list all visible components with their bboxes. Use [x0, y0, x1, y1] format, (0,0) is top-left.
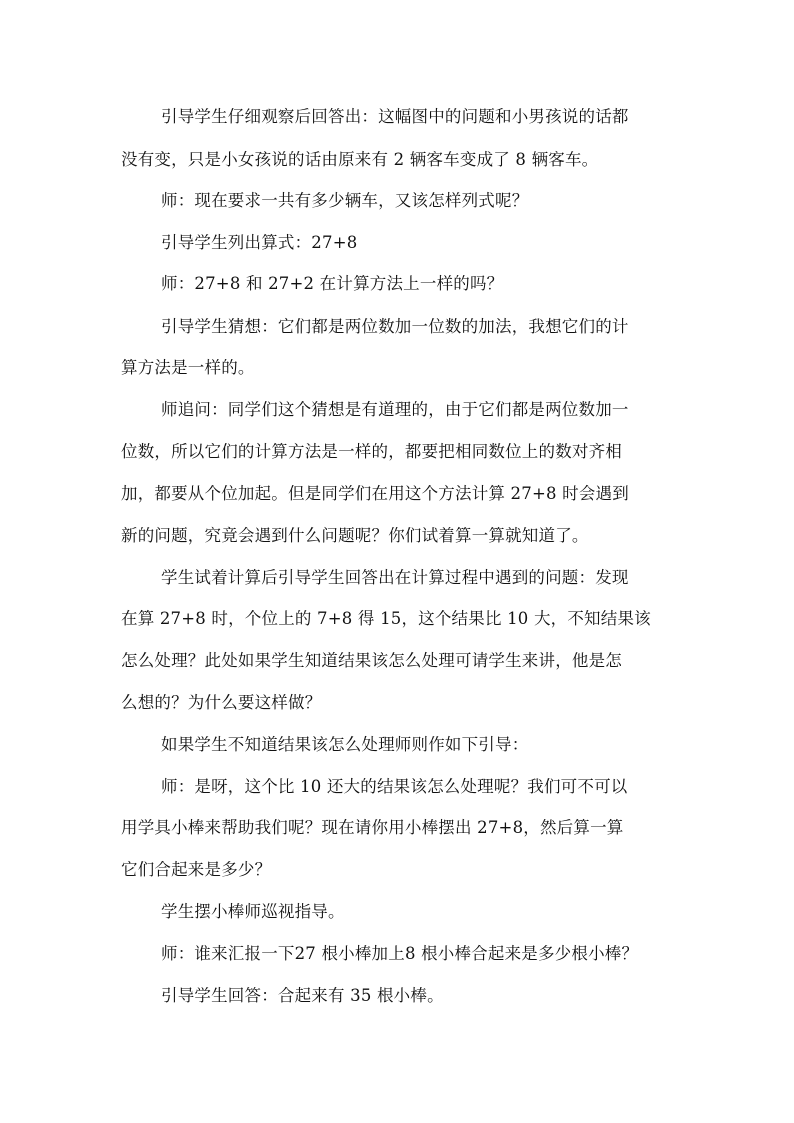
paragraph-line: 师：现在要求一共有多少辆车，又该怎样列式呢？	[161, 191, 529, 210]
paragraph-line: 它们合起来是多少？	[121, 860, 272, 879]
paragraph-line: 学生摆小棒师巡视指导。	[161, 902, 345, 921]
paragraph-line: 师：27+8 和 27+2 在计算方法上一样的吗？	[161, 274, 504, 293]
paragraph-line: 师：谁来汇报一下27 根小棒加上8 根小棒合起来是多少根小棒？	[161, 944, 639, 963]
paragraph-line: 加，都要从个位加起。但是同学们在用这个方法计算 27+8 时会遇到	[121, 484, 629, 503]
paragraph-line: 引导学生猜想：它们都是两位数加一位数的加法，我想它们的计	[161, 317, 629, 336]
paragraph-line: 用学具小棒来帮助我们呢？现在请你用小棒摆出 27+8，然后算一算	[121, 818, 624, 837]
paragraph-line: 位数，所以它们的计算方法是一样的，都要把相同数位上的数对齐相	[121, 442, 622, 461]
paragraph-line: 在算 27+8 时，个位上的 7+8 得 15，这个结果比 10 大，不知结果该	[121, 609, 651, 628]
paragraph-line: 引导学生仔细观察后回答出：这幅图中的问题和小男孩说的话都	[161, 107, 629, 126]
paragraph-line: 引导学生回答：合起来有 35 根小棒。	[161, 986, 444, 1005]
paragraph-line: 没有变，只是小女孩说的话由原来有 2 辆客车变成了 8 辆客车。	[121, 150, 599, 169]
paragraph-line: 师追问：同学们这个猜想是有道理的，由于它们都是两位数加一	[161, 400, 629, 419]
paragraph-line: 新的问题，究竟会遇到什么问题呢？你们试着算一算就知道了。	[121, 526, 589, 545]
paragraph-line: 如果学生不知道结果该怎么处理师则作如下引导：	[161, 735, 529, 754]
paragraph-line: 学生试着计算后引导学生回答出在计算过程中遇到的问题：发现	[161, 568, 629, 587]
paragraph-line: 么想的？为什么要这样做？	[121, 693, 322, 712]
paragraph-line: 算方法是一样的。	[121, 358, 255, 377]
paragraph-line: 引导学生列出算式：27+8	[161, 233, 358, 252]
paragraph-line: 怎么处理？此处如果学生知道结果该怎么处理可请学生来讲，他是怎	[121, 651, 622, 670]
paragraph-line: 师：是呀，这个比 10 还大的结果该怎么处理呢？我们可不可以	[161, 777, 628, 796]
